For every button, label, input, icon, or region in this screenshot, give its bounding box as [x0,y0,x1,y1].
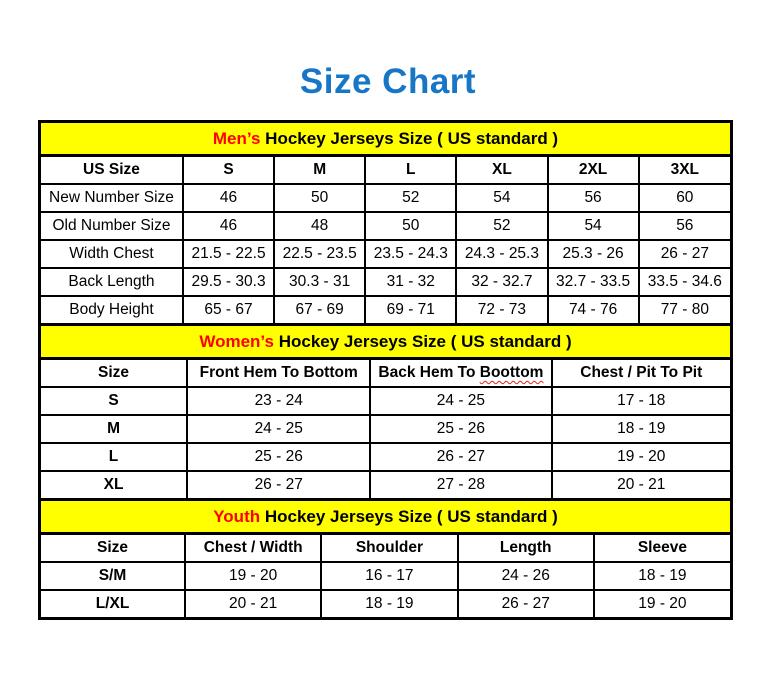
table-cell: 25 - 26 [370,415,551,443]
row-label: Width Chest [41,240,183,268]
table-cell: 22.5 - 23.5 [274,240,365,268]
table-cell: 25.3 - 26 [548,240,639,268]
table-cell: 56 [548,184,639,212]
table-cell: 33.5 - 34.6 [639,268,730,296]
mens-section-title-text: Hockey Jerseys Size ( US standard ) [265,129,559,148]
table-cell: 30.3 - 31 [274,268,365,296]
table-cell: 74 - 76 [548,296,639,323]
table-cell: 72 - 73 [456,296,547,323]
table-cell: 18 - 19 [552,415,730,443]
table-row [41,212,730,240]
youth-section-title-text: Hockey Jerseys Size ( US standard ) [264,507,558,526]
table-cell: 77 - 80 [639,296,730,323]
table-cell: 31 - 32 [365,268,456,296]
table-cell: 18 - 19 [594,562,730,590]
table-cell: 24 - 25 [187,415,370,443]
table-row [41,240,730,268]
womens-section-highlight: Women’s [199,332,274,351]
table-cell: 52 [365,184,456,212]
column-header: Shoulder [321,535,457,562]
table-row [41,471,730,498]
table-cell: 48 [274,212,365,240]
column-header-text: Back Hem To [378,364,476,381]
column-header: Chest / Width [185,535,321,562]
table-cell: 24.3 - 25.3 [456,240,547,268]
row-label: New Number Size [41,184,183,212]
table-cell: 18 - 19 [321,590,457,617]
row-label: S [41,387,187,415]
table-cell: 32.7 - 33.5 [548,268,639,296]
column-header: XL [456,157,547,184]
table-row [41,415,730,443]
table-cell: 19 - 20 [594,590,730,617]
row-label: Body Height [41,296,183,323]
table-cell: 24 - 26 [458,562,594,590]
table-cell: 46 [183,212,274,240]
table-row [41,590,730,617]
column-header: L [365,157,456,184]
womens-size-table [41,360,730,498]
misspelled-word: Boottom [479,364,544,381]
page-title: Size Chart [299,62,477,101]
column-header: Length [458,535,594,562]
table-row [41,268,730,296]
table-cell: 50 [274,184,365,212]
row-label: L [41,443,187,471]
column-header: Chest / Pit To Pit [552,360,730,387]
table-cell: 16 - 17 [321,562,457,590]
column-header [370,360,551,387]
youth-section-header [41,498,730,535]
row-label: M [41,415,187,443]
table-cell: 56 [639,212,730,240]
table-cell: 26 - 27 [639,240,730,268]
table-cell: 32 - 32.7 [456,268,547,296]
column-header: S [183,157,274,184]
table-row [41,387,730,415]
table-row [41,184,730,212]
table-cell: 67 - 69 [274,296,365,323]
mens-section-header [41,123,730,157]
table-header-row [41,360,730,387]
table-cell: 20 - 21 [185,590,321,617]
table-cell: 21.5 - 22.5 [183,240,274,268]
table-cell: 17 - 18 [552,387,730,415]
table-row [41,296,730,323]
row-label: XL [41,471,187,498]
table-cell: 19 - 20 [552,443,730,471]
table-row [41,562,730,590]
row-label: Old Number Size [41,212,183,240]
column-header: Size [41,535,185,562]
table-row [41,443,730,471]
womens-section-header [41,323,730,360]
mens-section-highlight: Men’s [212,129,261,148]
table-cell: 27 - 28 [370,471,551,498]
table-cell: 54 [456,184,547,212]
womens-section-title-text: Hockey Jerseys Size ( US standard ) [278,332,572,351]
table-cell: 25 - 26 [187,443,370,471]
table-cell: 19 - 20 [185,562,321,590]
row-label: Back Length [41,268,183,296]
table-cell: 46 [183,184,274,212]
youth-section-highlight: Youth [213,507,261,526]
column-header: 2XL [548,157,639,184]
table-cell: 23.5 - 24.3 [365,240,456,268]
row-label: S/M [41,562,185,590]
table-cell: 60 [639,184,730,212]
table-cell: 23 - 24 [187,387,370,415]
mens-size-table [41,157,730,323]
column-header: Sleeve [594,535,730,562]
column-header: Size [41,360,187,387]
table-cell: 50 [365,212,456,240]
column-header: M [274,157,365,184]
table-cell: 24 - 25 [370,387,551,415]
table-cell: 65 - 67 [183,296,274,323]
table-cell: 26 - 27 [187,471,370,498]
youth-size-table [41,535,730,617]
table-cell: 26 - 27 [458,590,594,617]
column-header: US Size [41,157,183,184]
column-header: 3XL [639,157,730,184]
table-cell: 20 - 21 [552,471,730,498]
table-cell: 52 [456,212,547,240]
table-header-row [41,157,730,184]
table-cell: 54 [548,212,639,240]
table-cell: 26 - 27 [370,443,551,471]
column-header: Front Hem To Bottom [187,360,370,387]
table-header-row [41,535,730,562]
table-cell: 69 - 71 [365,296,456,323]
size-chart [38,120,733,620]
table-cell: 29.5 - 30.3 [183,268,274,296]
row-label: L/XL [41,590,185,617]
